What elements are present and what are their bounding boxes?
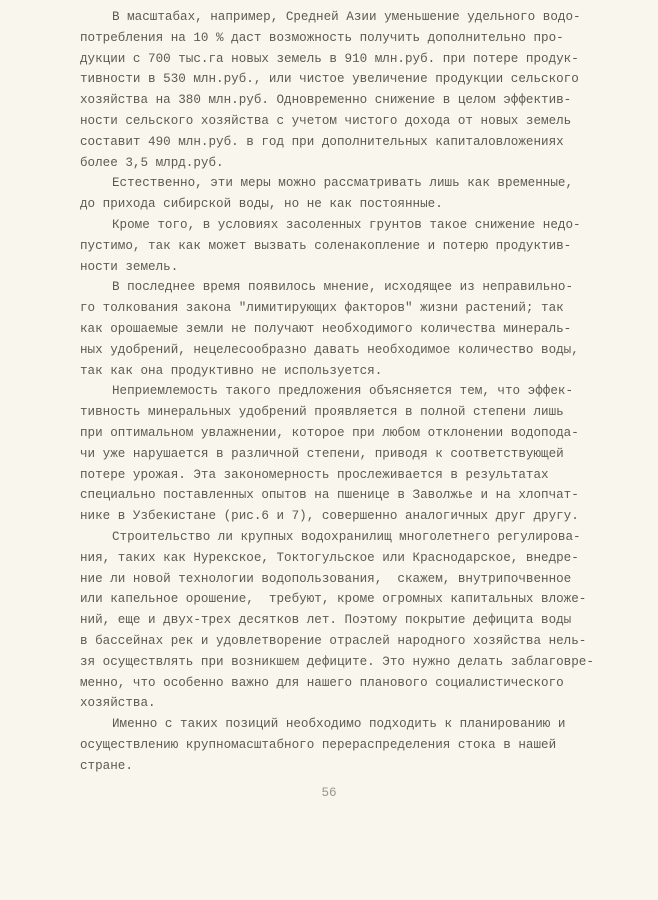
text-line: составит 490 млн.руб. в год при дополнительных капиталовложениях: [80, 134, 564, 149]
text-line: более 3,5 млрд.руб.: [80, 155, 224, 170]
text-line: Неприемлемость такого предложения объясняется тем, что эффек-: [112, 384, 574, 399]
text-line: менно, что особенно важно для нашего планового социалистического: [80, 675, 564, 690]
text-line: Естественно, эти меры можно рассматривать лишь как временные,: [112, 176, 574, 191]
text-line: потребления на 10 % даст возможность получить дополнительно про-: [80, 30, 564, 45]
text-line: в бассейнах рек и удовлетворение отраслей народного хозяйства нель-: [80, 633, 587, 648]
paragraph: [80, 714, 640, 776]
text-line: хозяйства на 380 млн.руб. Одновременно снижение в целом эффектив-: [80, 93, 572, 108]
text-line: Кроме того, в условиях засоленных грунтов такое снижение недо-: [112, 217, 581, 232]
text-line: нике в Узбекистане (рис.6 и 7), совершенно аналогичных друг другу.: [80, 509, 579, 524]
paragraph: [80, 527, 640, 714]
text-line: Строительство ли крупных водохранилищ многолетнего регулирова-: [112, 529, 581, 544]
text-line: В последнее время появилось мнение, исходящее из неправильно-: [112, 280, 574, 295]
text-line: или капельное орошение, требуют, кроме огромных капитальных вложе-: [80, 592, 587, 607]
paragraph: [80, 215, 640, 277]
text-line: ние ли новой технологии водопользования, скажем, внутрипочвенное: [80, 571, 572, 586]
text-line: ности земель.: [80, 259, 179, 274]
text-line: при оптимальном увлажнении, которое при любом отклонении водопода-: [80, 425, 579, 440]
text-line: ных удобрений, нецелесообразно давать необходимое количество воды,: [80, 342, 579, 357]
paragraph: [80, 7, 640, 173]
text-line: ния, таких как Нурекское, Токтогульское или Краснодарское, внедре-: [80, 550, 579, 565]
text-line: тивности в 530 млн.руб., или чистое увеличение продукции сельского: [80, 72, 579, 87]
text-line: чи уже нарушается в различной степени, приводя к соответствующей: [80, 446, 564, 461]
text-line: го толкования закона "лимитирующих факторов" жизни растений; так: [80, 301, 564, 316]
paragraph: [80, 277, 640, 381]
text-line: так как она продуктивно не используется.: [80, 363, 383, 378]
text-line: ний, еще и двух-трех десятков лет. Поэтому покрытие дефицита воды: [80, 613, 572, 628]
text-line: осуществлению крупномасштабного перераспределения стока в нашей: [80, 737, 557, 752]
paragraph: [80, 173, 640, 215]
page-number: 56: [321, 786, 337, 800]
text-line: хозяйства.: [80, 696, 156, 711]
text-line: Именно с таких позиций необходимо подходить к планированию и: [112, 717, 566, 732]
text-line: В масштабах, например, Средней Азии уменьшение удельного водо-: [112, 10, 581, 24]
text-line: до прихода сибирской воды, но не как постоянные.: [80, 197, 443, 212]
text-line: стране.: [80, 758, 133, 773]
text-line: ности сельского хозяйства с учетом чистого дохода от новых земель: [80, 113, 572, 128]
text-line: тивность минеральных удобрений проявляется в полной степени лишь: [80, 405, 564, 420]
document-body: [80, 7, 640, 776]
paragraph: [80, 381, 640, 527]
text-line: как орошаемые земли не получают необходимого количества минераль-: [80, 321, 572, 336]
text-line: пустимо, так как может вызвать соленакопление и потерю продуктив-: [80, 238, 572, 253]
text-line: потере урожая. Эта закономерность прослеживается в результатах: [80, 467, 549, 482]
text-line: зя осуществлять при возникшем дефиците. Это нужно делать заблаговре-: [80, 654, 594, 669]
text-line: дукции с 700 тыс.га новых земель в 910 млн.руб. при потере продук-: [80, 51, 579, 66]
text-line: специально поставленных опытов на пшенице в Заволжье и на хлопчат-: [80, 488, 579, 503]
